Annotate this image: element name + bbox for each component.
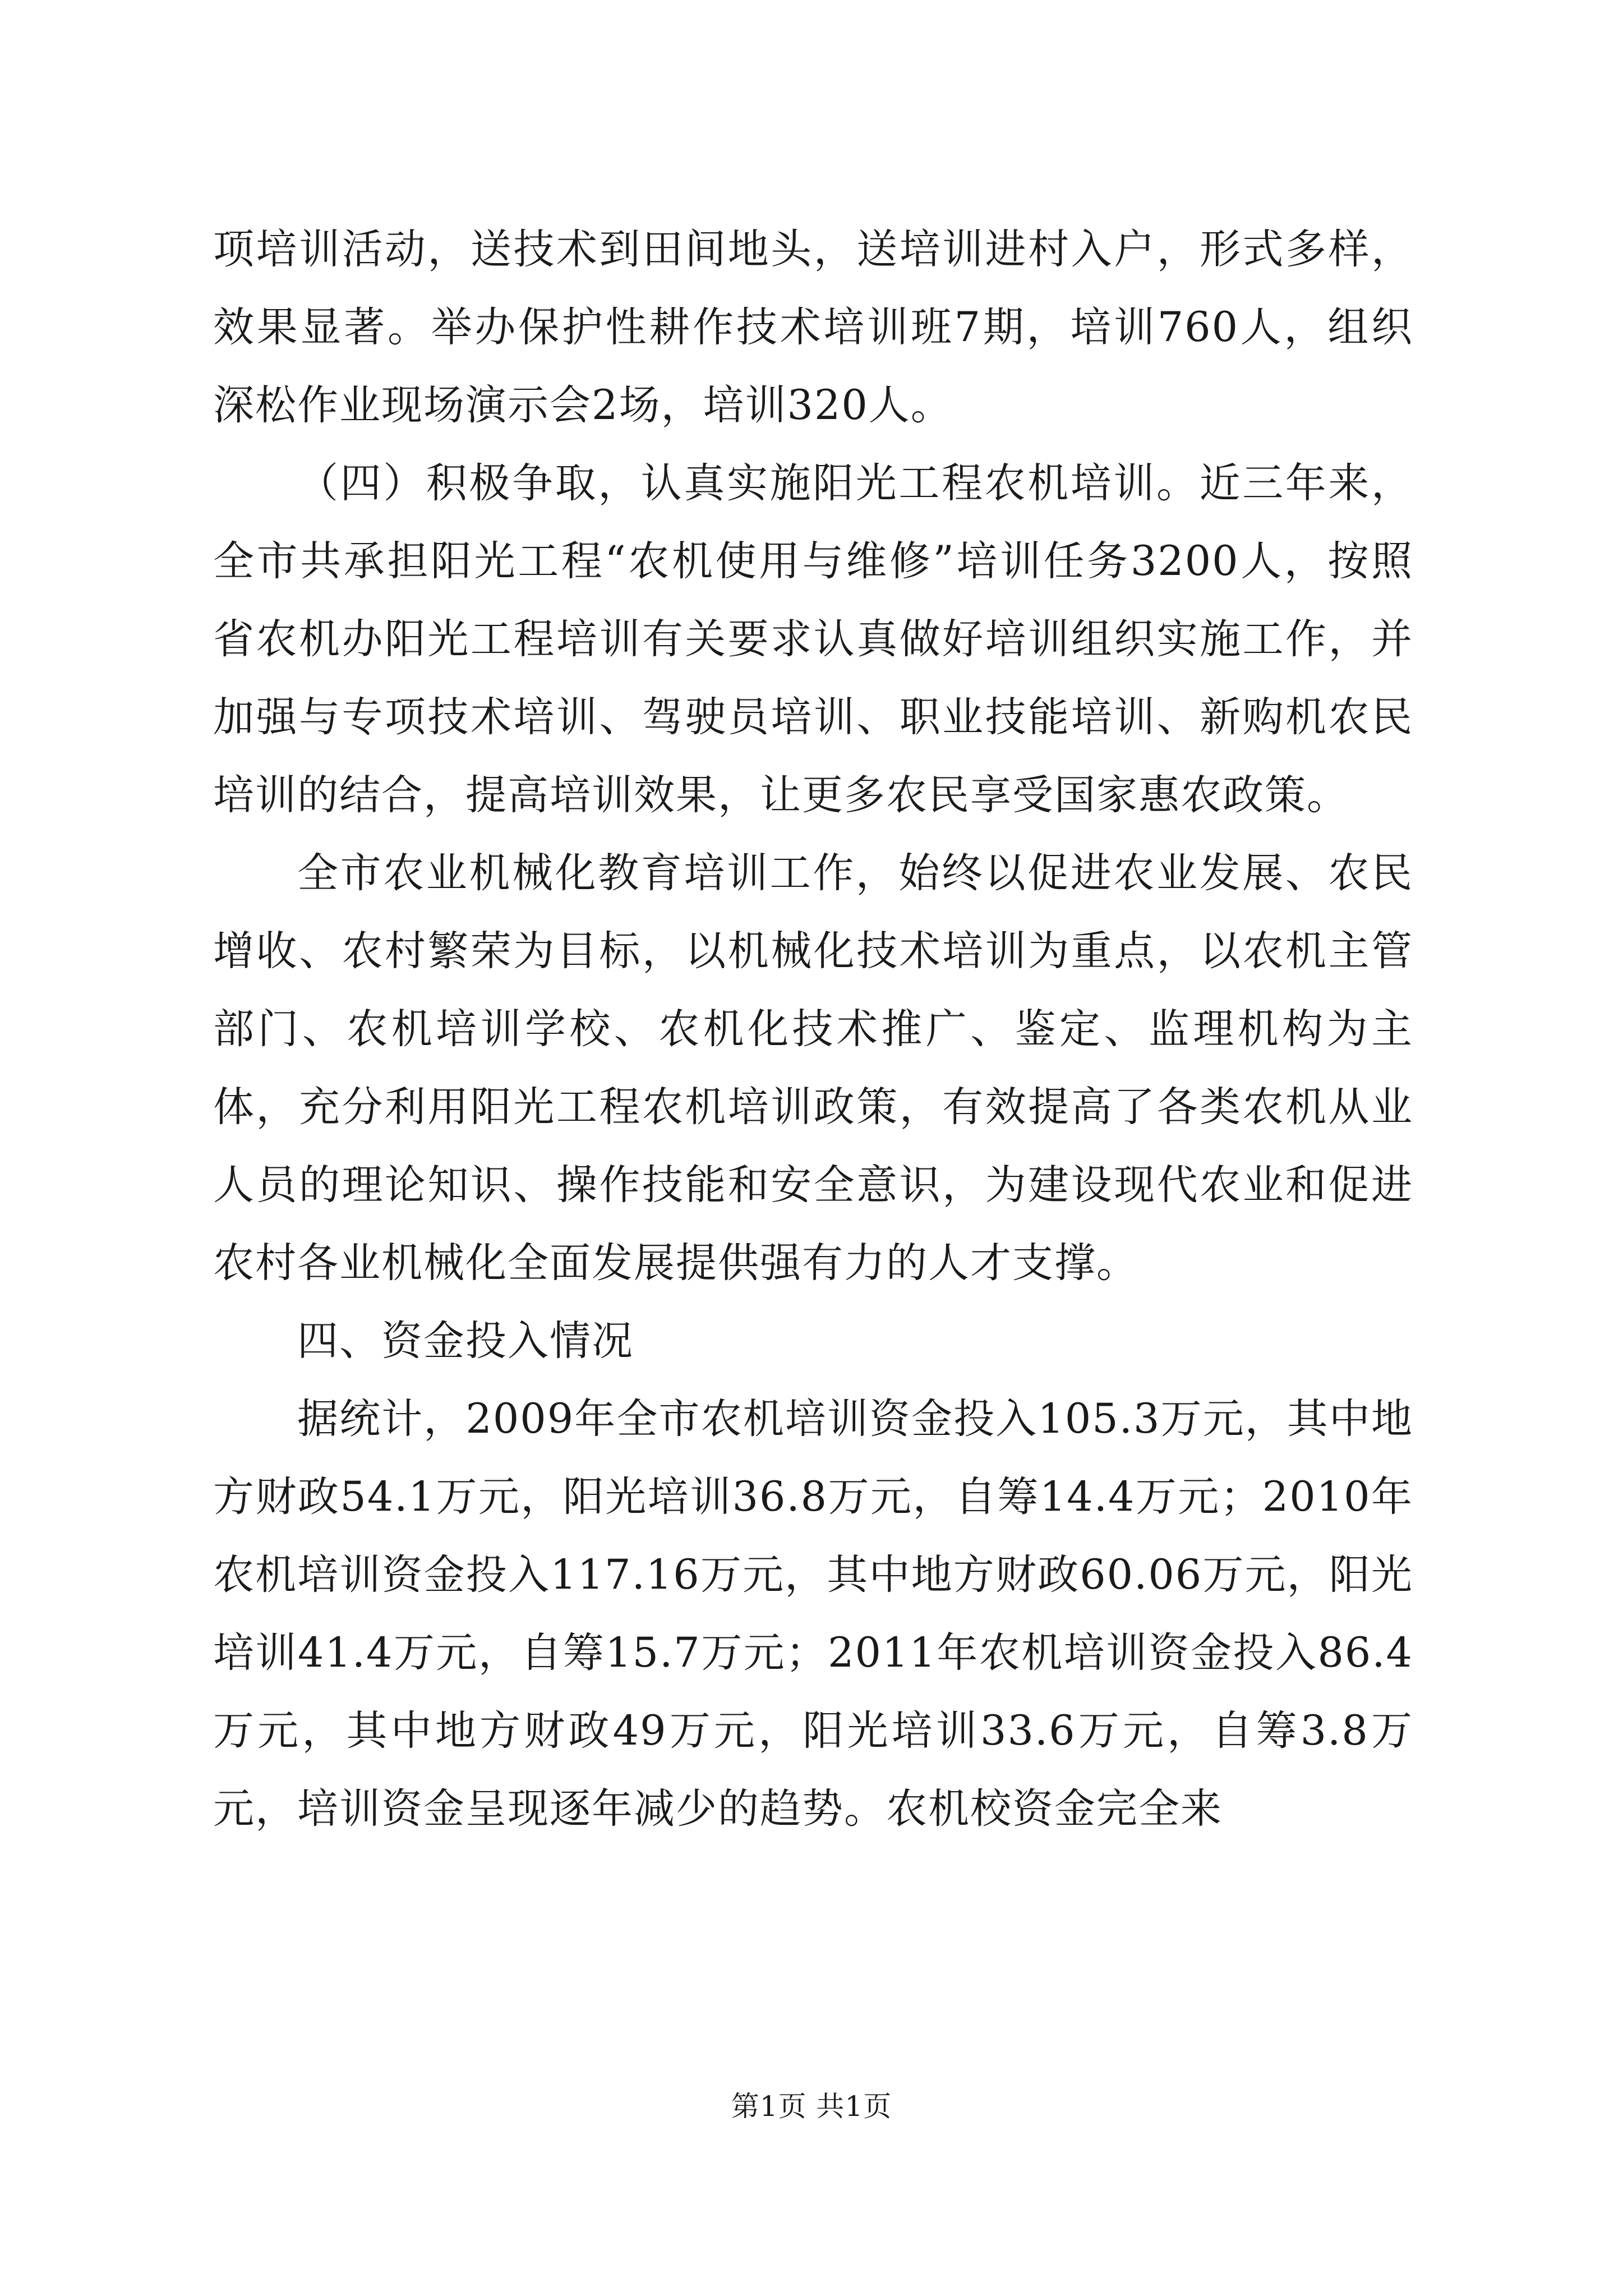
section-heading-funding: 四、资金投入情况 (297, 1317, 634, 1365)
paragraph-sunshine-project: （四）积极争取，认真实施阳光工程农机培训。近三年来，全市共承担阳光工程“农机使用与维修”培训任务3200人，按照省农机办阳光工程培训有关要求认真做好培训组织实施工作，并加强与专项技术培训、驾驶员培训、职业技能培训、新购机农民培训的结合，提高培训效果，让更多农民享受国家惠农政策。 (213, 459, 1413, 819)
paragraph-continuation: 项培训活动，送技术到田间地头，送培训进村入户，形式多样，效果显著。举办保护性耕作技术培训班7期，培训760人，组织深松作业现场演示会2场，培训320人。 (213, 226, 1413, 429)
document-body (213, 210, 1413, 1848)
paragraph-funding-statistics: 据统计，2009年全市农机培训资金投入105.3万元，其中地方财政54.1万元，阳光培训36.8万元，自筹14.4万元；2010年农机培训资金投入117.16万元，其中地方财政60.06万元，阳光培训41.4万元，自筹15.7万元；2011年农机培训资金投入86.4万元，其中地方财政49万元，阳光培训33.6万元，自筹3.8万元，培训资金呈现逐年减少的趋势。农机校资金完全来 (213, 1395, 1413, 1833)
page-footer: 第1页 共1页 (731, 2090, 892, 2123)
paragraph-training-summary: 全市农业机械化教育培训工作，始终以促进农业发展、农民增收、农村繁荣为目标，以机械化技术培训为重点，以农机主管部门、农机培训学校、农机化技术推广、鉴定、监理机构为主体，充分利用阳光工程农机培训政策，有效提高了各类农机从业人员的理论知识、操作技能和安全意识，为建设现代农业和促进农村各业机械化全面发展提供强有力的人才支撑。 (213, 849, 1413, 1287)
